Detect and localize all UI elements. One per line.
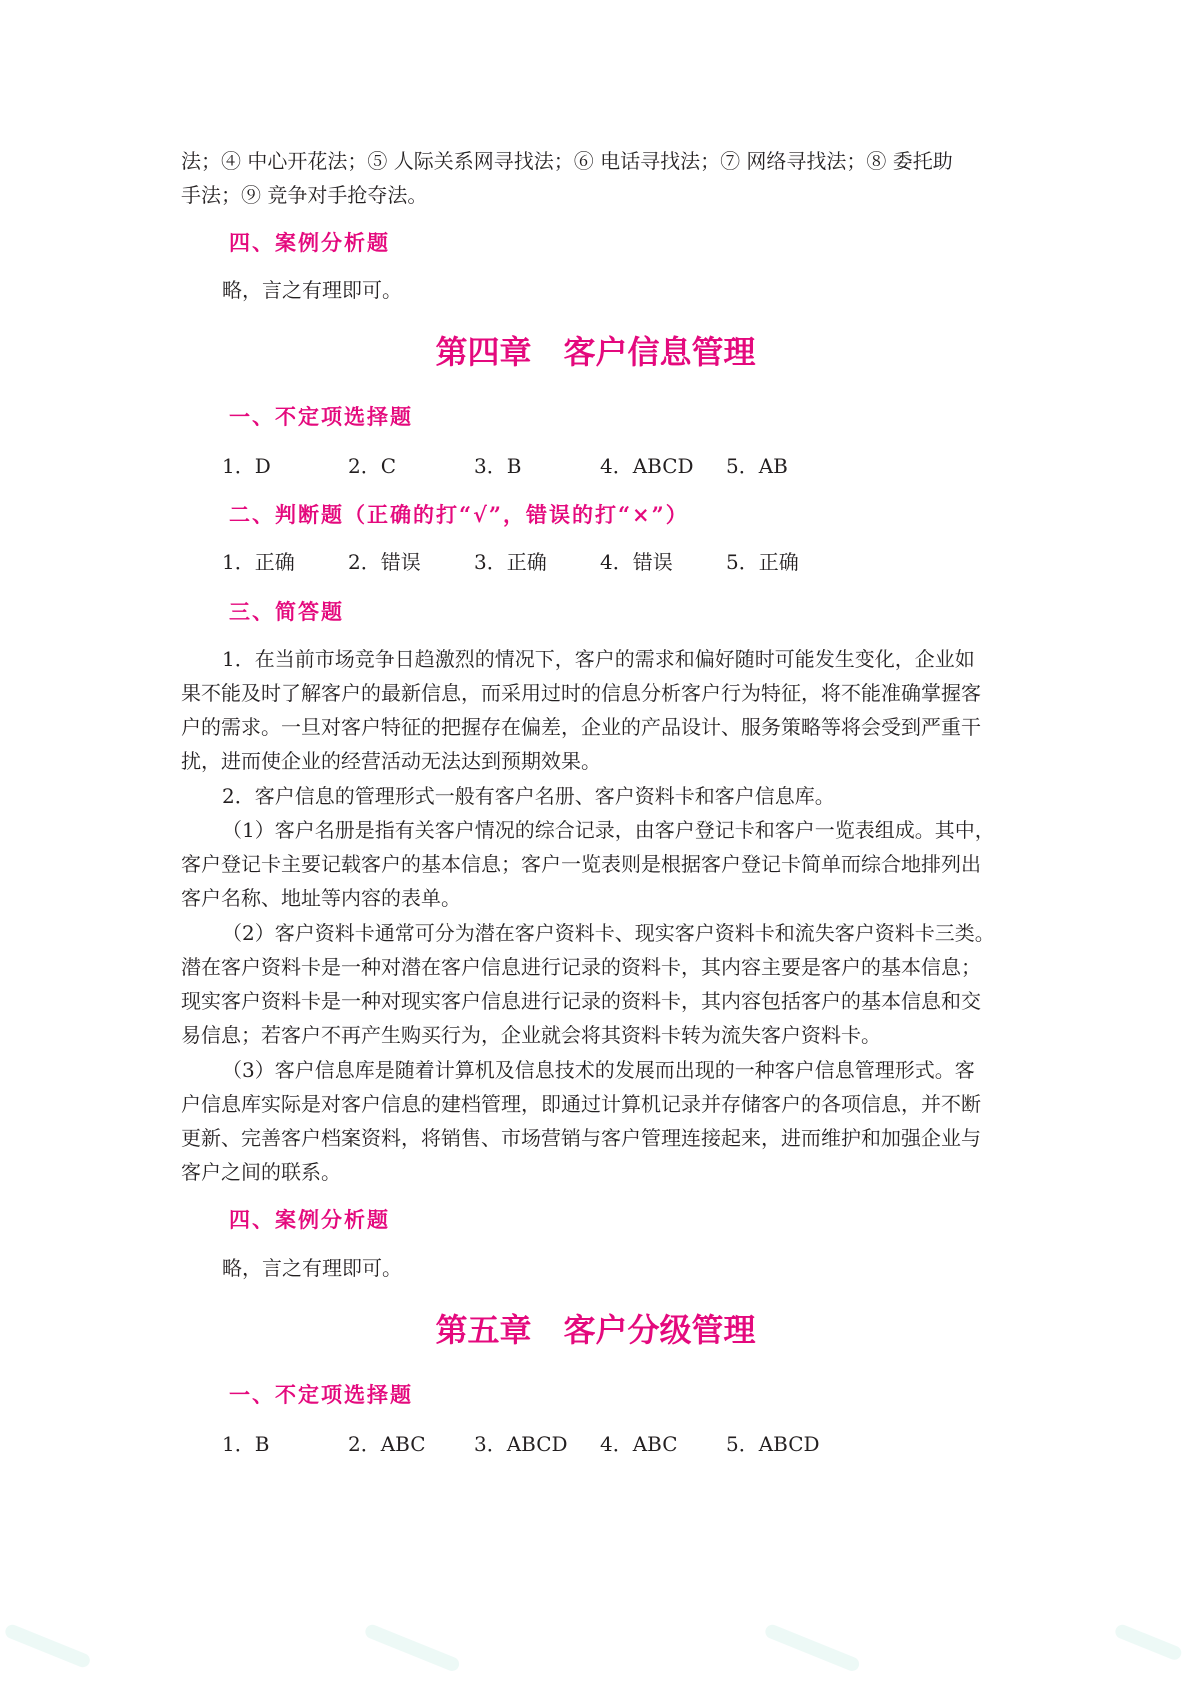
section-heading-multiple-choice: 一、不定项选择题 — [229, 1382, 413, 1407]
paragraph-line: 户的需求。一旦对客户特征的把握存在偏差，企业的产品设计、服务策略等将会受到严重干 — [181, 715, 981, 739]
paragraph-line: 更新、完善客户档案资料，将销售、市场营销与客户管理连接起来，进而维护和加强企业与 — [181, 1126, 981, 1150]
answer-item: 5．正确 — [726, 550, 799, 574]
watermark-mark — [358, 1613, 473, 1686]
paragraph-line: 潜在客户资料卡是一种对潜在客户信息进行记录的资料卡，其内容主要是客户的基本信息； — [181, 955, 981, 979]
paragraph-line: 现实客户资料卡是一种对现实客户信息进行记录的资料卡，其内容包括客户的基本信息和交 — [181, 989, 981, 1013]
case-answer: 略，言之有理即可。 — [222, 278, 402, 302]
paragraph-line: 1．在当前市场竞争日趋激烈的情况下，客户的需求和偏好随时可能发生变化，企业如 — [222, 647, 975, 671]
paragraph-line: （1）客户名册是指有关客户情况的综合记录，由客户登记卡和客户一览表组成。其中， — [222, 818, 995, 842]
answer-item: 1．D — [222, 454, 271, 478]
section-heading-case-analysis: 四、案例分析题 — [229, 230, 390, 255]
answer-item: 2．错误 — [348, 550, 421, 574]
case-answer: 略，言之有理即可。 — [222, 1256, 402, 1280]
answer-item: 4．错误 — [600, 550, 673, 574]
answer-item: 5．ABCD — [726, 1432, 820, 1456]
answer-item: 3．B — [474, 454, 522, 478]
answer-item: 4．ABC — [600, 1432, 678, 1456]
answer-item: 3．ABCD — [474, 1432, 568, 1456]
chapter-title: 第五章 客户分级管理 — [435, 1311, 756, 1349]
paragraph-line: （3）客户信息库是随着计算机及信息技术的发展而出现的一种客户信息管理形式。客 — [222, 1058, 975, 1082]
paragraph-line: 2．客户信息的管理形式一般有客户名册、客户资料卡和客户信息库。 — [222, 784, 835, 808]
answer-item: 1．B — [222, 1432, 270, 1456]
chapter-title: 第四章 客户信息管理 — [435, 333, 756, 371]
paragraph-line: 客户之间的联系。 — [181, 1160, 341, 1184]
watermark-mark — [758, 1613, 873, 1686]
answer-row — [0, 546, 1191, 578]
answer-row — [0, 1428, 1191, 1460]
watermark-mark — [0, 1613, 112, 1686]
section-heading-true-false: 二、判断题（正确的打“√”，错误的打“×”） — [229, 502, 689, 527]
answer-item: 5．AB — [726, 454, 788, 478]
answer-item: 1．正确 — [222, 550, 295, 574]
paragraph-line: 果不能及时了解客户的最新信息，而采用过时的信息分析客户行为特征，将不能准确掌握客 — [181, 681, 981, 705]
paragraph-line: 客户登记卡主要记载客户的基本信息；客户一览表则是根据客户登记卡简单而综合地排列出 — [181, 852, 981, 876]
paragraph-line: 手法；⑨ 竞争对手抢夺法。 — [181, 183, 428, 207]
section-heading-case-analysis: 四、案例分析题 — [229, 1207, 390, 1232]
paragraph-line: （2）客户资料卡通常可分为潜在客户资料卡、现实客户资料卡和流失客户资料卡三类。 — [222, 921, 995, 945]
paragraph-line: 户信息库实际是对客户信息的建档管理，即通过计算机记录并存储客户的各项信息，并不断 — [181, 1092, 981, 1116]
section-heading-short-answer: 三、简答题 — [229, 599, 344, 624]
paragraph-line: 易信息；若客户不再产生购买行为，企业就会将其资料卡转为流失客户资料卡。 — [181, 1023, 881, 1047]
answer-item: 3．正确 — [474, 550, 547, 574]
answer-item: 2．C — [348, 454, 397, 478]
paragraph-line: 扰，进而使企业的经营活动无法达到预期效果。 — [181, 749, 601, 773]
paragraph-line: 客户名称、地址等内容的表单。 — [181, 886, 461, 910]
answer-row — [0, 450, 1191, 482]
answer-item: 4．ABCD — [600, 454, 694, 478]
paragraph-line: 法；④ 中心开花法；⑤ 人际关系网寻找法；⑥ 电话寻找法；⑦ 网络寻找法；⑧ 委托助 — [181, 149, 953, 173]
watermark-mark — [1108, 1613, 1191, 1686]
section-heading-multiple-choice: 一、不定项选择题 — [229, 404, 413, 429]
answer-item: 2．ABC — [348, 1432, 426, 1456]
